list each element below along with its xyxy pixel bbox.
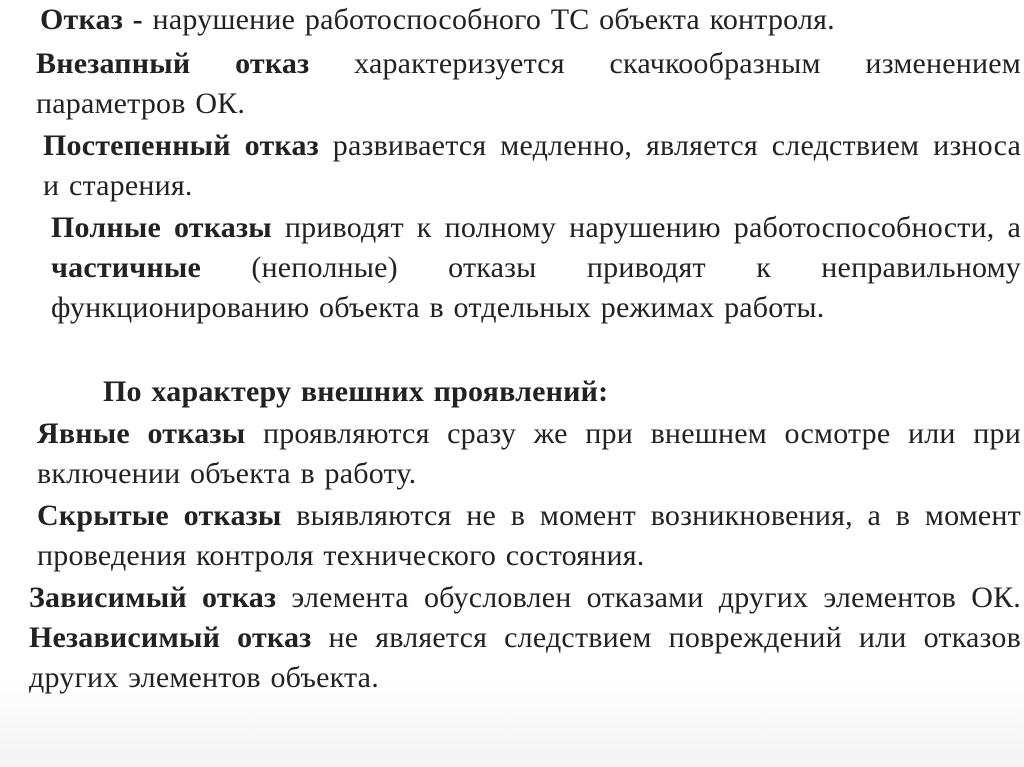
term-failure: Отказ - bbox=[40, 3, 143, 36]
paragraph-dependent-independent-failures bbox=[3, 578, 1021, 698]
term-hidden-failures: Скрытые отказы bbox=[37, 499, 282, 532]
gradual-failure-text: развивается медленно, является следствием износа и старения. bbox=[43, 129, 1021, 202]
complete-failures-text: приводят к полному нарушению работоспособности, а bbox=[271, 211, 1022, 244]
heading-external-manifestations: По характеру внешних проявлений: bbox=[103, 375, 609, 408]
paragraph-complete-partial-failures bbox=[3, 208, 1021, 328]
term-gradual-failure: Постепенный отказ bbox=[43, 129, 319, 162]
paragraph-explicit-failures bbox=[3, 414, 1021, 494]
term-independent-failure: Независимый отказ bbox=[29, 621, 312, 654]
partial-failures-text: (неполные) отказы приводят к неправильному функционированию объекта в отдельных режимах работы. bbox=[51, 251, 1021, 324]
paragraph-gradual-failure bbox=[3, 126, 1021, 206]
failure-definition-text: нарушение работоспособного ТС объекта контроля. bbox=[142, 3, 835, 36]
sudden-failure-text: характеризуется скачкообразным изменением параметров ОК. bbox=[36, 47, 1021, 120]
term-dependent-failure: Зависимый отказ bbox=[29, 581, 277, 614]
term-explicit-failures: Явные отказы bbox=[37, 417, 246, 450]
independent-failure-text: не является следствием повреждений или отказов других элементов объекта. bbox=[29, 621, 1021, 694]
hidden-failures-text: выявляются не в момент возникновения, а в момент проведения контроля технического состояния. bbox=[37, 499, 1021, 572]
explicit-failures-text: проявляются сразу же при внешнем осмотре или при включении объекта в работу. bbox=[37, 417, 1021, 490]
section-heading bbox=[3, 372, 1021, 412]
dependent-failure-text: элемента обусловлен отказами других элементов ОК. bbox=[276, 581, 1021, 614]
term-complete-failures: Полные отказы bbox=[51, 211, 272, 244]
term-sudden-failure: Внезапный отказ bbox=[36, 47, 310, 80]
paragraph-hidden-failures bbox=[3, 496, 1021, 576]
term-partial-failures: частичные bbox=[51, 251, 201, 284]
paragraph-failure-definition bbox=[3, 0, 1021, 40]
paragraph-sudden-failure bbox=[3, 44, 1021, 124]
